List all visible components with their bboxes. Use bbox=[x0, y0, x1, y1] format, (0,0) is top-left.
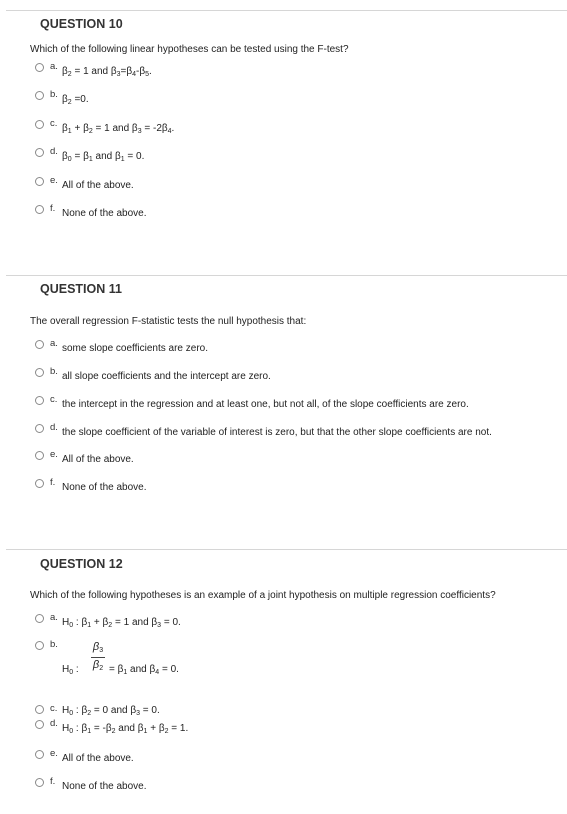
question-title: QUESTION 11 bbox=[40, 282, 122, 296]
question-prompt: The overall regression F-statistic tests the null hypothesis that: bbox=[30, 316, 307, 327]
option-text: $\beta_1 + \beta_2 = 1$ and $\beta_3 = -2\beta_4$. bbox=[62, 123, 175, 135]
option-letter: a. bbox=[50, 612, 58, 623]
fraction-bar bbox=[91, 657, 105, 658]
radio-button[interactable] bbox=[35, 368, 44, 377]
question-title: QUESTION 10 bbox=[40, 17, 123, 31]
option-text: $\beta_2 = 1$ and $\beta_3=\beta_4-\beta_5$. bbox=[62, 66, 152, 78]
option-text: $\beta_2 =0$. bbox=[62, 94, 89, 106]
option-lhs: $H_0$ : bbox=[62, 664, 79, 676]
option-letter: b. bbox=[50, 89, 58, 100]
radio-button[interactable] bbox=[35, 479, 44, 488]
radio-button[interactable] bbox=[35, 340, 44, 349]
option-letter: f. bbox=[50, 477, 56, 488]
option-letter: c. bbox=[50, 394, 58, 405]
option-text: some slope coefficients are zero. bbox=[62, 343, 209, 354]
radio-button[interactable] bbox=[35, 641, 44, 650]
option-letter: f. bbox=[50, 203, 56, 214]
radio-button[interactable] bbox=[35, 120, 44, 129]
option-letter: d. bbox=[50, 422, 58, 433]
radio-button[interactable] bbox=[35, 451, 44, 460]
option-letter: e. bbox=[50, 175, 58, 186]
option-text: $H_0$ : $\beta_2 = 0$ and $\beta_3 = 0$. bbox=[62, 705, 160, 717]
question-prompt: Which of the following linear hypotheses can be tested using the F-test? bbox=[30, 44, 349, 55]
option-letter: e. bbox=[50, 449, 58, 460]
option-letter: c. bbox=[50, 118, 58, 129]
option-b[interactable] bbox=[35, 641, 335, 687]
radio-button[interactable] bbox=[35, 778, 44, 787]
option-rhs: = $\beta_1$ and $\beta_4 = 0$. bbox=[109, 664, 179, 676]
option-text: the slope coefficient of the variable of interest is zero, but that the other slope coefficients are not. bbox=[62, 427, 492, 438]
option-text: $H_0$ : $\beta_1 = -\beta_2$ and $\beta_1 + \beta_2 = 1$. bbox=[62, 723, 189, 735]
radio-button[interactable] bbox=[35, 91, 44, 100]
fraction-denominator: $\beta_2$ bbox=[92, 659, 104, 672]
radio-button[interactable] bbox=[35, 720, 44, 729]
radio-button[interactable] bbox=[35, 705, 44, 714]
option-letter: d. bbox=[50, 718, 58, 729]
radio-button[interactable] bbox=[35, 424, 44, 433]
fraction-numerator: $\beta_3$ bbox=[92, 641, 104, 654]
option-text: None of the above. bbox=[62, 208, 147, 219]
radio-button[interactable] bbox=[35, 177, 44, 186]
radio-button[interactable] bbox=[35, 205, 44, 214]
divider bbox=[6, 549, 567, 550]
question-prompt: Which of the following hypotheses is an example of a joint hypothesis on multiple regression coefficients? bbox=[30, 590, 496, 601]
option-letter: d. bbox=[50, 146, 58, 157]
option-text: All of the above. bbox=[62, 180, 134, 191]
option-letter: c. bbox=[50, 703, 58, 714]
option-letter: a. bbox=[50, 61, 58, 72]
option-text: All of the above. bbox=[62, 753, 134, 764]
option-text: $\beta_0 = \beta_1$ and $\beta_1 = 0$. bbox=[62, 151, 145, 163]
option-letter: e. bbox=[50, 748, 58, 759]
radio-button[interactable] bbox=[35, 750, 44, 759]
option-letter: a. bbox=[50, 338, 58, 349]
radio-button[interactable] bbox=[35, 148, 44, 157]
question-title: QUESTION 12 bbox=[40, 557, 123, 571]
option-text: None of the above. bbox=[62, 482, 147, 493]
option-text: all slope coefficients and the intercept are zero. bbox=[62, 371, 271, 382]
radio-button[interactable] bbox=[35, 396, 44, 405]
radio-button[interactable] bbox=[35, 63, 44, 72]
option-letter: f. bbox=[50, 776, 56, 787]
option-text: All of the above. bbox=[62, 454, 134, 465]
option-letter: b. bbox=[50, 366, 58, 377]
option-text: None of the above. bbox=[62, 781, 147, 792]
option-text: the intercept in the regression and at least one, but not all, of the slope coefficients are zero. bbox=[62, 399, 469, 410]
radio-button[interactable] bbox=[35, 614, 44, 623]
option-text: $H_0$ : $\beta_1 + \beta_2 = 1$ and $\beta_3 = 0$. bbox=[62, 617, 181, 629]
option-letter: b. bbox=[50, 639, 58, 650]
divider bbox=[6, 10, 567, 11]
divider bbox=[6, 275, 567, 276]
